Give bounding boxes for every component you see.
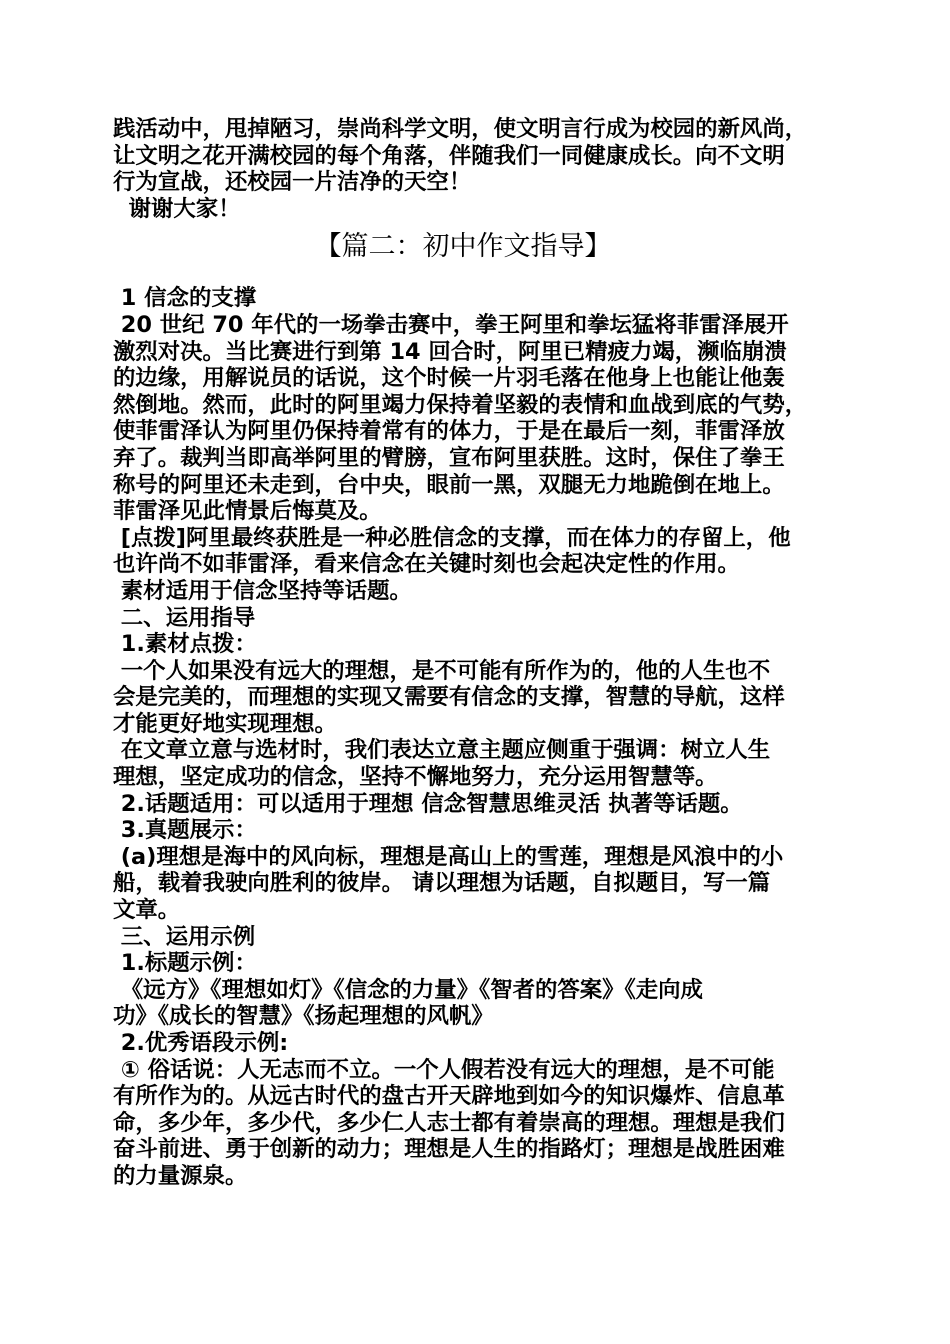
- text-line: 素材适用于信念坚持等话题。: [113, 577, 412, 604]
- text-line: [点拨]阿里最终获胜是一种必胜信念的支撑，而在体力的存留上，他: [113, 524, 791, 551]
- text-line: 理想，坚定成功的信念，坚持不懈地努力，充分运用智慧等。: [113, 764, 718, 791]
- text-line: 船，载着我驶向胜利的彼岸。 请以理想为话题，自拟题目，写一篇: [113, 870, 771, 897]
- text-line: 会是完美的，而理想的实现又需要有信念的支撑，智慧的导航，这样: [113, 684, 785, 711]
- text-line: 《远方》《理想如灯》《信念的力量》《智者的答案》《走向成: [113, 976, 703, 1003]
- text-line: 2.话题适用：可以适用于理想 信念智慧思维灵活 执著等话题。: [113, 790, 743, 817]
- text-line: 弃了。裁判当即高举阿里的臂膀，宣布阿里获胜。这时，保住了拳王: [113, 444, 785, 471]
- text-line: 菲雷泽见此情景后悔莫及。: [113, 498, 382, 525]
- text-line: 命，多少年，多少代，多少仁人志士都有着崇高的理想。理想是我们: [113, 1109, 785, 1136]
- text-line: 3.真题展示：: [113, 817, 257, 844]
- text-line: 文章。: [113, 897, 181, 924]
- text-line: 让文明之花开满校园的每个角落，伴随我们一同健康成长。向不文明: [113, 142, 785, 169]
- text-line: 1 信念的支撑: [113, 285, 257, 312]
- text-line: 20 世纪 70 年代的一场拳击赛中，拳王阿里和拳坛猛将菲雷泽展开: [113, 311, 789, 338]
- text-line: 2.优秀语段示例:: [113, 1030, 289, 1056]
- section-title: 【篇二：初中作文指导】: [314, 231, 612, 263]
- text-line: ① 俗话说：人无志而不立。一个人假若没有远大的理想，是不可能: [113, 1056, 775, 1083]
- closing-thanks: 谢谢大家！: [113, 195, 241, 222]
- text-line: 1.标题示例：: [113, 950, 257, 977]
- text-line: (a)理想是海中的风向标，理想是高山上的雪莲，理想是风浪中的小: [113, 843, 784, 870]
- text-line: 激烈对决。当比赛进行到第 14 回合时，阿里已精疲力竭，濒临崩溃: [113, 338, 787, 365]
- text-line: 有所作为的。从远古时代的盘古开天辟地到如今的知识爆炸、信息革: [113, 1083, 785, 1110]
- text-line: 才能更好地实现理想。: [113, 710, 337, 737]
- text-line: 然倒地。然而，此时的阿里竭力保持着坚毅的表情和血战到底的气势，: [113, 391, 808, 418]
- text-line: 在文章立意与选材时，我们表达立意主题应侧重于强调：树立人生: [113, 737, 771, 764]
- text-line: 践活动中，甩掉陋习，崇尚科学文明，使文明言行成为校园的新风尚，: [113, 116, 808, 142]
- text-line: 奋斗前进、勇于创新的动力；理想是人生的指路灯；理想是战胜困难: [113, 1136, 785, 1163]
- text-line: 二、运用指导: [113, 604, 256, 631]
- text-line: 的边缘，用解说员的话说，这个时候一片羽毛落在他身上也能让他轰: [113, 365, 785, 392]
- text-line: 三、运用示例: [113, 923, 256, 950]
- text-line: 称号的阿里还未走到，台中央，眼前一黑，双腿无力地跪倒在地上。: [113, 471, 785, 498]
- text-line: 行为宣战，还校园一片洁净的天空！: [113, 169, 472, 196]
- document-page: [113, 116, 843, 1190]
- intro-paragraph: [113, 116, 843, 222]
- text-line: 的力量源泉。: [113, 1162, 248, 1189]
- text-line: 功》《成长的智慧》《扬起理想的风帆》: [113, 1003, 494, 1030]
- text-line: 也许尚不如菲雷泽，看来信念在关键时刻也会起决定性的作用。: [113, 551, 740, 578]
- text-line: 使菲雷泽认为阿里仍保持着常有的体力，于是在最后一刻，菲雷泽放: [113, 418, 785, 445]
- text-line: 1.素材点拨：: [113, 631, 257, 658]
- body-content: [113, 285, 843, 1189]
- text-line: 一个人如果没有远大的理想，是不可能有所作为的，他的人生也不: [113, 657, 771, 684]
